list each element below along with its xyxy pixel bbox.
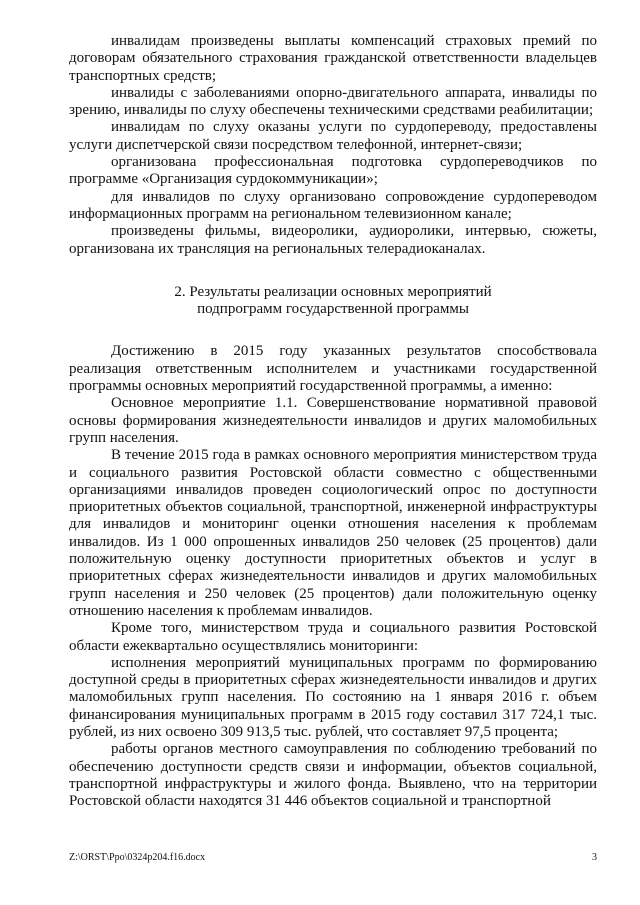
paragraph: исполнения мероприятий муниципальных программ по формированию доступной среды в приоритетных сферах жизнедеятельности инвалидов и других маломобильных групп населения. По состоянию на 1 января 2016 г. объем финансирования муниципальных программ в 2015 году составил 317 724,1 тыс. рублей, из них освоено 309 913,5 тыс. рублей, что составляет 97,5 процента;	[69, 654, 597, 740]
paragraph: В течение 2015 года в рамках основного мероприятия министерством труда и социального развития Ростовской области совместно с общественными организациями инвалидов проведен социологический опрос по доступности приоритетных объектов социальной, транспортной, инженерной инфраструктуры для инвалидов и мониторинг оценки отношения населения к проблемам инвалидов. Из 1 000 опрошенных инвалидов 250 человек (25 процентов) дали положительную оценку доступности приоритетных объектов и услуг в приоритетных сферах жизнедеятельности инвалидов и других маломобильных групп населения и 250 человек (25 процентов) дали положительную оценку отношению населения к проблемам инвалидов.	[69, 447, 597, 619]
document-page	[69, 33, 597, 810]
paragraph: инвалидам по слуху оказаны услуги по сурдопереводу, предоставлены услуги диспетчерской связи посредством телефонной, интернет-связи;	[69, 119, 597, 153]
paragraph: Кроме того, министерством труда и социального развития Ростовской области ежеквартально осуществлялись мониторинги:	[69, 620, 597, 654]
paragraph: для инвалидов по слуху организовано сопровождение сурдопереводом информационных программ на региональном телевизионном канале;	[69, 188, 597, 222]
footer-file-path: Z:\ORST\Ppo\0324p204.f16.docx	[69, 852, 206, 863]
paragraph: работы органов местного самоуправления по соблюдению требований по обеспечению доступности средств связи и информации, объектов социальной, транспортной инфраструктуры и жилого фонда. Выявлено, что на территории Ростовской области находятся 31 446 объектов социальной и транспортной	[69, 741, 597, 810]
page-number: 3	[592, 852, 597, 863]
section-heading	[69, 284, 597, 319]
page-footer	[69, 852, 597, 863]
section-heading-line: 2. Результаты реализации основных мероприятий	[174, 283, 492, 300]
section-heading-line: подпрограмм государственной программы	[197, 301, 469, 318]
paragraph: Достижению в 2015 году указанных результатов способствовала реализация ответственным исполнителем и участниками государственной программы основных мероприятий государственной программы, а именно:	[69, 343, 597, 395]
paragraph: инвалидам произведены выплаты компенсаций страховых премий по договорам обязательного страхования гражданской ответственности владельцев транспортных средств;	[69, 33, 597, 84]
paragraph: произведены фильмы, видеоролики, аудиоролики, интервью, сюжеты, организована их трансляция на региональных телерадиоканалах.	[69, 223, 597, 257]
paragraph: Основное мероприятие 1.1. Совершенствование нормативной правовой основы формирования жизнедеятельности инвалидов и других маломобильных групп населения.	[69, 395, 597, 446]
paragraph: инвалиды с заболеваниями опорно-двигательного аппарата, инвалиды по зрению, инвалиды по слуху обеспечены техническими средствами реабилитации;	[69, 84, 597, 119]
paragraph: организована профессиональная подготовка сурдопереводчиков по программе «Организация сурдокоммуникации»;	[69, 154, 597, 188]
